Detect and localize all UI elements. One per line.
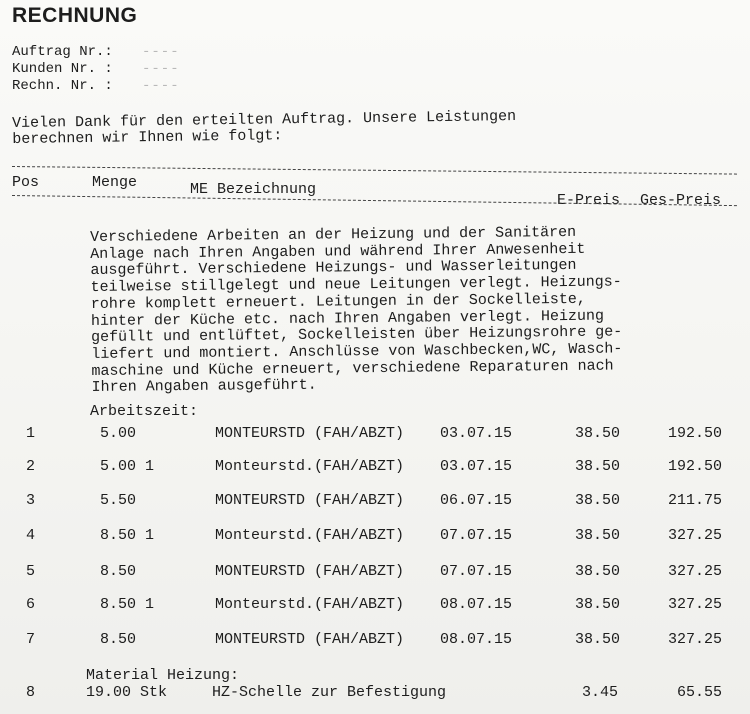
invoice-number-value: ---- [142, 78, 180, 94]
intro-line-1: Vielen Dank für den erteilten Auftrag. Unsere Leistungen [11, 107, 517, 132]
row-unit: 1 [145, 596, 155, 613]
invoice-title: RECHNUNG [12, 4, 138, 27]
row-pos: 5 [26, 563, 36, 580]
row-pos: 1 [26, 425, 36, 442]
row-pos: 8 [26, 684, 36, 701]
row-quantity-value: 8.50 [100, 527, 137, 544]
intro-line-2: berechnen wir Ihnen wie folgt: [12, 127, 283, 148]
row-total: 211.75 [667, 492, 722, 509]
invoice-number-label: Rechn. Nr. : [12, 78, 113, 94]
column-unit-price: E-Preis [557, 192, 621, 209]
column-total-price: Ges-Preis [640, 192, 722, 209]
row-unit-price: 3.45 [581, 684, 618, 701]
table-row [0, 425, 750, 445]
invoice-number-row [12, 78, 180, 95]
row-quantity [100, 458, 154, 475]
row-date: 07.07.15 [440, 563, 513, 580]
row-quantity: 8.50 [100, 631, 137, 648]
row-quantity: 5.00 [100, 425, 137, 442]
row-date: 08.07.15 [440, 631, 513, 648]
table-row-material [0, 684, 750, 704]
customer-number-label: Kunden Nr. : [12, 61, 113, 77]
row-pos: 4 [26, 527, 36, 544]
row-date: 06.07.15 [440, 492, 513, 509]
row-unit-price: 38.50 [574, 492, 620, 509]
header-divider-bottom [12, 195, 737, 206]
row-total: 327.25 [667, 596, 722, 613]
order-number-row [12, 44, 180, 61]
invoice-meta [12, 44, 180, 95]
row-unit-price: 38.50 [574, 563, 620, 580]
row-unit: 1 [145, 527, 155, 544]
row-total: 65.55 [676, 684, 722, 701]
row-unit-price: 38.50 [574, 458, 620, 475]
row-quantity [100, 596, 154, 613]
row-quantity: 19.00 Stk [86, 684, 168, 701]
row-date: 08.07.15 [440, 596, 513, 613]
table-row [0, 458, 750, 478]
customer-number-row [12, 61, 180, 78]
row-date: 07.07.15 [440, 527, 513, 544]
table-row [0, 492, 750, 512]
row-description: HZ-Schelle zur Befestigung [212, 684, 447, 701]
row-description: Monteurstd.(FAH/ABZT) [215, 596, 405, 613]
row-pos: 7 [26, 631, 36, 648]
column-quantity: Menge [92, 174, 138, 191]
row-unit-price: 38.50 [574, 527, 620, 544]
table-row [0, 527, 750, 547]
row-total: 327.25 [667, 527, 722, 544]
row-total: 327.25 [667, 631, 722, 648]
row-pos: 3 [26, 492, 36, 509]
customer-number-value: ---- [142, 61, 180, 77]
row-unit-price: 38.50 [574, 425, 620, 442]
row-unit-price: 38.50 [574, 631, 620, 648]
row-quantity: 8.50 [100, 563, 137, 580]
table-row [0, 563, 750, 583]
row-pos: 2 [26, 458, 36, 475]
row-quantity [100, 527, 154, 544]
row-quantity-value: 8.50 [100, 596, 137, 613]
row-quantity: 5.50 [100, 492, 137, 509]
row-pos: 6 [26, 596, 36, 613]
row-total: 327.25 [667, 563, 722, 580]
column-unit-description: ME Bezeichnung [190, 181, 317, 198]
order-number-value: ---- [142, 44, 180, 60]
work-time-label: Arbeitszeit: [90, 403, 199, 420]
row-description: MONTEURSTD (FAH/ABZT) [215, 492, 405, 509]
material-heading: Material Heizung: [86, 667, 240, 684]
row-unit: 1 [145, 458, 155, 475]
row-description: MONTEURSTD (FAH/ABZT) [215, 563, 405, 580]
row-description: MONTEURSTD (FAH/ABZT) [215, 631, 405, 648]
row-date: 03.07.15 [440, 425, 513, 442]
work-description: Verschiedene Arbeiten an der Heizung und der Sanitären Anlage nach Ihren Angaben und während Ihrer Anwesenheit ausgeführt. Verschiedene Heizungs- und Wasserleitungen teilweise stillgelegt und neue Leitungen verlegt. Heizungs- rohre komplett erneuert. Leitungen in der Sockelleiste, hinter der Küche etc. nach Ihren Angaben verlegt. Heizung gefüllt und entlüftet, Sockelleisten über Heizungsrohre ge- liefert und montiert. Anschlüsse von Waschbecken,WC, Wasch- maschine und Küche erneuert, verschiedene Reparaturen nach Ihren Angaben ausgeführt. [89, 223, 623, 397]
intro-text [12, 109, 516, 148]
row-description: Monteurstd.(FAH/ABZT) [215, 527, 405, 544]
column-pos: Pos [12, 174, 40, 191]
row-quantity-value: 5.00 [100, 458, 137, 475]
order-number-label: Auftrag Nr.: [12, 44, 113, 60]
row-total: 192.50 [667, 458, 722, 475]
row-unit-price: 38.50 [574, 596, 620, 613]
row-description: MONTEURSTD (FAH/ABZT) [215, 425, 405, 442]
table-row [0, 596, 750, 616]
table-row [0, 631, 750, 651]
row-total: 192.50 [667, 425, 722, 442]
row-date: 03.07.15 [440, 458, 513, 475]
row-description: Monteurstd.(FAH/ABZT) [215, 458, 405, 475]
